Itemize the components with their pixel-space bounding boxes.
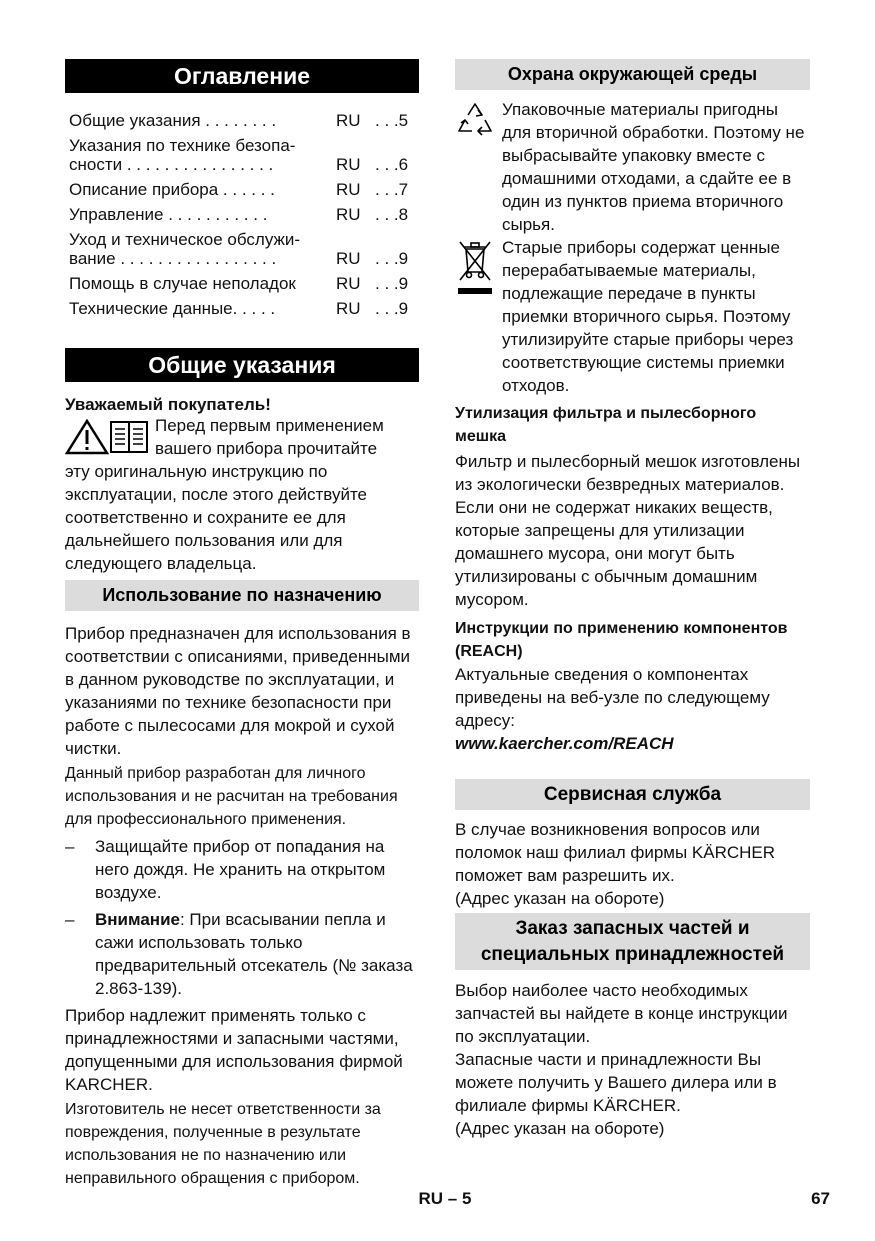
bullet-item — [65, 835, 419, 904]
toc-item-title: Помощь в случае неполадок — [69, 274, 296, 293]
toc-item-page: . . .6 — [375, 155, 409, 174]
bullet-dash: – — [65, 837, 75, 856]
parts-p2: Запасные части и принадлежности Вы можете получить у Вашего дилера или в филиале фирмы KÄRCHER. — [455, 1050, 777, 1115]
bullet-bold-label: Внимание — [95, 910, 180, 929]
toc-item-title: Описание прибора . . . . . . — [69, 180, 275, 199]
toc-item-title: Уход и техническое обслужи- — [69, 230, 301, 249]
toc-title: Оглавление — [65, 59, 419, 93]
toc-item-page: . . .9 — [375, 299, 409, 318]
dear-customer-heading: Уважаемый покупатель! — [65, 395, 271, 414]
footer-page-number: 67 — [811, 1189, 830, 1208]
toc-item-lang: RU — [336, 249, 361, 268]
intro-rest: эту оригинальную инструкцию по эксплуатации, после этого действуйте соответственно и сохраните ее для дальнейшего пользования или для следующего владельца. — [65, 462, 368, 573]
parts-title-line-1: Заказ запасных частей и — [515, 918, 750, 939]
service-title: Сервисная служба — [455, 779, 810, 810]
filter-p2: Если они не содержат никаких веществ, которые запрещены для утилизации домашнего мусора, они могут быть утилизированы с обычным домашним мусором. — [455, 498, 773, 609]
parts-title-line-2: специальных принадлежностей — [480, 944, 785, 965]
parts-title — [455, 913, 810, 970]
footer-section-page: RU – 5 — [418, 1189, 472, 1208]
reach-heading: Инструкции по применению компонентов (REACH) — [455, 620, 788, 660]
warning-triangle-icon — [65, 419, 109, 455]
recycling-icon — [456, 101, 494, 139]
intended-use-p1: Прибор предназначен для использования в соответствии с описаниями, приведенными в данном руководстве по эксплуатации, и указаниями по технике безопасности при работе с пылесосами для мокрой и сухой чистки. — [65, 624, 411, 758]
toc-item-page: . . .9 — [375, 249, 409, 268]
toc-item-lang: RU — [336, 205, 361, 224]
intended-use-p4: Изготовитель не несет ответственности за повреждения, полученные в результате использования не по назначению или неправильного обращения с прибором. — [65, 1101, 381, 1187]
environment-title: Охрана окружающей среды — [455, 59, 810, 90]
intended-use-p2: Данный прибор разработан для личного использования и не расчитан на требования для профессионального применения. — [65, 765, 398, 828]
crossed-bin-icon — [456, 238, 494, 298]
toc-item-title-cont: вание . . . . . . . . . . . . . . . . . — [69, 249, 277, 268]
intro-line-1: Перед первым применением — [155, 416, 384, 435]
toc-item-page: . . .9 — [375, 274, 409, 293]
toc-item-lang: RU — [336, 180, 361, 199]
bullet-text: : При всасывании пепла и сажи использовать только предварительный отсекатель (№ заказа 2.863-139). — [95, 910, 413, 998]
warning-icons — [65, 419, 151, 455]
intended-use-title: Использование по назначению — [65, 580, 419, 611]
general-title: Общие указания — [65, 348, 419, 382]
toc-item-lang: RU — [336, 111, 361, 130]
filter-heading: Утилизация фильтра и пылесборного мешка — [455, 405, 757, 445]
toc-item-title: Указания по технике безопа- — [69, 136, 296, 155]
toc-item-lang: RU — [336, 274, 361, 293]
intended-use-p3: Прибор надлежит применять только с принадлежностями и запасными частями, допущенными для использования фирмой KARCHER. — [65, 1006, 403, 1094]
reach-text: Актуальные сведения о компонентах приведены на веб-узле по следующему адресу: — [455, 665, 770, 730]
packaging-text: Упаковочные материалы пригодны для вторичной обработки. Поэтому не выбрасывайте упаковку вместе с домашними отходами, а сдайте ее в один из пунктов приема вторичного сырья. — [502, 100, 805, 234]
toc-item-title: Технические данные. . . . . — [69, 299, 276, 318]
toc-item-page: . . .7 — [375, 180, 409, 199]
service-p1: В случае возникновения вопросов или поломок наш филиал фирмы KÄRCHER поможет вам разрешить их. — [455, 820, 776, 885]
toc-item-lang: RU — [336, 299, 361, 318]
environment-body — [455, 402, 810, 755]
bullet-text: Защищайте прибор от попадания на него дождя. Не хранить на открытом воздухе. — [95, 837, 386, 902]
toc-item-page: . . .5 — [375, 111, 409, 130]
parts-p3: (Адрес указан на обороте) — [455, 1119, 665, 1138]
toc-item-title: Общие указания . . . . . . . . — [69, 111, 277, 130]
intro-line-2: вашего прибора прочитайте — [155, 439, 378, 458]
manual-book-icon — [109, 420, 149, 454]
bullet-dash: – — [65, 910, 75, 929]
parts-p1: Выбор наиболее часто необходимых запчастей вы найдете в конце инструкции по эксплуатации. — [455, 981, 788, 1046]
toc-item-lang: RU — [336, 155, 361, 174]
toc-item-page: . . .8 — [375, 205, 409, 224]
toc-item-title-cont: сности . . . . . . . . . . . . . . . . — [69, 155, 274, 174]
parts-body — [455, 979, 810, 1140]
toc-list — [69, 110, 419, 325]
intro-text-lines — [155, 414, 419, 460]
bullet-item — [65, 908, 419, 1000]
service-body — [455, 818, 810, 910]
toc-item-title: Управление . . . . . . . . . . . — [69, 205, 268, 224]
reach-url-link[interactable]: www.kaercher.com/REACH — [455, 734, 674, 753]
service-p2: (Адрес указан на обороте) — [455, 889, 665, 908]
intended-use-body — [65, 622, 419, 1190]
filter-p1: Фильтр и пылесборный мешок изготовлены из экологически безвредных материалов. — [455, 452, 801, 494]
old-devices-text: Старые приборы содержат ценные перерабатываемые материалы, подлежащие передаче в пункты приемки вторичного сырья. Поэтому утилизируйте старые приборы через соответствующие системы приемки отходов. — [502, 238, 794, 395]
